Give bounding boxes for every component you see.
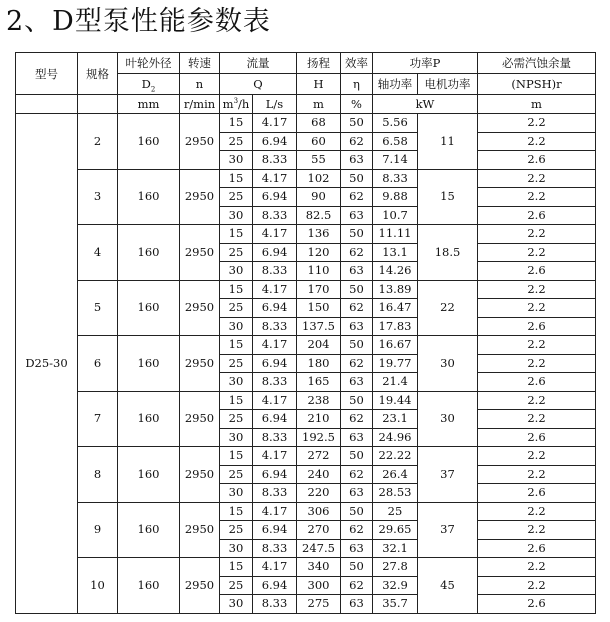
table-row <box>16 225 596 244</box>
motor-power-cell: 11 <box>418 114 478 170</box>
eff-cell: 63 <box>341 484 373 503</box>
flow-ls-cell: 8.33 <box>253 206 297 225</box>
spec-cell: 6 <box>78 336 118 392</box>
head-cell: 275 <box>297 595 341 614</box>
flow-ls-cell: 4.17 <box>253 391 297 410</box>
shaft-power-cell: 11.11 <box>373 225 418 244</box>
shaft-power-cell: 7.14 <box>373 151 418 170</box>
flow-m3h-cell: 15 <box>220 391 253 410</box>
impeller-cell: 160 <box>118 336 180 392</box>
flow-ls-cell: 6.94 <box>253 521 297 540</box>
speed-cell: 2950 <box>180 225 220 281</box>
flow-ls-cell: 4.17 <box>253 114 297 133</box>
shaft-power-cell: 24.96 <box>373 428 418 447</box>
flow-ls-cell: 4.17 <box>253 447 297 466</box>
header-head: 扬程 <box>297 53 341 74</box>
motor-power-cell: 22 <box>418 280 478 336</box>
flow-m3h-cell: 25 <box>220 243 253 262</box>
head-cell: 102 <box>297 169 341 188</box>
shaft-power-cell: 23.1 <box>373 410 418 429</box>
head-cell: 82.5 <box>297 206 341 225</box>
eff-cell: 62 <box>341 243 373 262</box>
flow-ls-cell: 8.33 <box>253 484 297 503</box>
unit-head: m <box>297 95 341 114</box>
shaft-power-cell: 35.7 <box>373 595 418 614</box>
head-cell: 180 <box>297 354 341 373</box>
flow-m3h-cell: 30 <box>220 206 253 225</box>
head-cell: 272 <box>297 447 341 466</box>
eff-cell: 63 <box>341 428 373 447</box>
shaft-power-cell: 14.26 <box>373 262 418 281</box>
eff-cell: 63 <box>341 206 373 225</box>
flow-m3h-cell: 30 <box>220 484 253 503</box>
flow-ls-cell: 6.94 <box>253 132 297 151</box>
head-cell: 150 <box>297 299 341 318</box>
head-cell: 120 <box>297 243 341 262</box>
motor-power-cell: 18.5 <box>418 225 478 281</box>
head-cell: 170 <box>297 280 341 299</box>
unit-m: m <box>222 97 234 111</box>
header-flow: 流量 <box>220 53 297 74</box>
unit-power: kW <box>373 95 478 114</box>
header-eff-symbol: η <box>341 74 373 95</box>
eff-cell: 62 <box>341 188 373 207</box>
flow-ls-cell: 6.94 <box>253 576 297 595</box>
table-row <box>16 169 596 188</box>
npsh-cell: 2.6 <box>478 151 596 170</box>
unit-speed: r/min <box>180 95 220 114</box>
head-cell: 60 <box>297 132 341 151</box>
shaft-power-cell: 5.56 <box>373 114 418 133</box>
npsh-cell: 2.2 <box>478 188 596 207</box>
flow-ls-cell: 6.94 <box>253 243 297 262</box>
motor-power-cell: 37 <box>418 447 478 503</box>
head-cell: 68 <box>297 114 341 133</box>
flow-ls-cell: 6.94 <box>253 410 297 429</box>
flow-ls-cell: 6.94 <box>253 354 297 373</box>
npsh-cell: 2.2 <box>478 243 596 262</box>
flow-m3h-cell: 25 <box>220 576 253 595</box>
flow-m3h-cell: 15 <box>220 114 253 133</box>
spec-cell: 2 <box>78 114 118 170</box>
head-cell: 270 <box>297 521 341 540</box>
unit-npsh: m <box>478 95 596 114</box>
head-cell: 238 <box>297 391 341 410</box>
motor-power-cell: 45 <box>418 558 478 614</box>
flow-ls-cell: 8.33 <box>253 373 297 392</box>
eff-cell: 63 <box>341 373 373 392</box>
eff-cell: 62 <box>341 521 373 540</box>
eff-cell: 50 <box>341 502 373 521</box>
flow-m3h-cell: 30 <box>220 317 253 336</box>
spec-cell: 3 <box>78 169 118 225</box>
performance-table <box>15 52 596 614</box>
header-spec: 规格 <box>78 53 118 95</box>
head-cell: 55 <box>297 151 341 170</box>
header-row-1 <box>16 53 596 74</box>
eff-cell: 50 <box>341 558 373 577</box>
spec-cell: 4 <box>78 225 118 281</box>
shaft-power-cell: 25 <box>373 502 418 521</box>
motor-power-cell: 15 <box>418 169 478 225</box>
npsh-cell: 2.2 <box>478 354 596 373</box>
eff-cell: 62 <box>341 576 373 595</box>
npsh-cell: 2.2 <box>478 225 596 244</box>
flow-ls-cell: 4.17 <box>253 225 297 244</box>
impeller-cell: 160 <box>118 225 180 281</box>
unit-flow-ls: L/s <box>253 95 297 114</box>
flow-ls-cell: 4.17 <box>253 169 297 188</box>
head-cell: 220 <box>297 484 341 503</box>
impeller-cell: 160 <box>118 391 180 447</box>
unit-per-hour: /h <box>238 97 250 111</box>
flow-m3h-cell: 15 <box>220 169 253 188</box>
shaft-power-cell: 13.1 <box>373 243 418 262</box>
shaft-power-cell: 19.77 <box>373 354 418 373</box>
flow-m3h-cell: 15 <box>220 225 253 244</box>
table-row <box>16 391 596 410</box>
npsh-cell: 2.2 <box>478 132 596 151</box>
motor-power-cell: 30 <box>418 336 478 392</box>
header-flow-symbol: Q <box>220 74 297 95</box>
motor-power-cell: 30 <box>418 391 478 447</box>
motor-power-cell: 37 <box>418 502 478 558</box>
impeller-cell: 160 <box>118 169 180 225</box>
flow-m3h-cell: 30 <box>220 595 253 614</box>
flow-ls-cell: 8.33 <box>253 595 297 614</box>
npsh-cell: 2.2 <box>478 280 596 299</box>
speed-cell: 2950 <box>180 114 220 170</box>
shaft-power-cell: 32.1 <box>373 539 418 558</box>
page-title: 2、D型泵性能参数表 <box>6 6 271 37</box>
eff-cell: 50 <box>341 169 373 188</box>
npsh-cell: 2.6 <box>478 373 596 392</box>
eff-cell: 50 <box>341 225 373 244</box>
speed-cell: 2950 <box>180 447 220 503</box>
flow-m3h-cell: 25 <box>220 521 253 540</box>
flow-ls-cell: 4.17 <box>253 558 297 577</box>
npsh-cell: 2.2 <box>478 169 596 188</box>
shaft-power-cell: 29.65 <box>373 521 418 540</box>
speed-cell: 2950 <box>180 280 220 336</box>
flow-m3h-cell: 15 <box>220 447 253 466</box>
flow-ls-cell: 8.33 <box>253 151 297 170</box>
speed-cell: 2950 <box>180 169 220 225</box>
spec-cell: 7 <box>78 391 118 447</box>
header-shaft-power: 轴功率 <box>373 74 418 95</box>
eff-cell: 50 <box>341 114 373 133</box>
flow-ls-cell: 8.33 <box>253 428 297 447</box>
impeller-cell: 160 <box>118 114 180 170</box>
shaft-power-cell: 9.88 <box>373 188 418 207</box>
flow-m3h-cell: 15 <box>220 558 253 577</box>
head-cell: 306 <box>297 502 341 521</box>
flow-ls-cell: 4.17 <box>253 336 297 355</box>
eff-cell: 63 <box>341 151 373 170</box>
spec-cell: 9 <box>78 502 118 558</box>
impeller-symbol: D <box>141 77 151 91</box>
eff-cell: 63 <box>341 262 373 281</box>
flow-m3h-cell: 25 <box>220 410 253 429</box>
shaft-power-cell: 32.9 <box>373 576 418 595</box>
npsh-cell: 2.2 <box>478 576 596 595</box>
npsh-cell: 2.2 <box>478 114 596 133</box>
shaft-power-cell: 22.22 <box>373 447 418 466</box>
unit-impeller: mm <box>118 95 180 114</box>
unit-eff: % <box>341 95 373 114</box>
flow-m3h-cell: 30 <box>220 373 253 392</box>
flow-ls-cell: 4.17 <box>253 502 297 521</box>
header-eff: 效率 <box>341 53 373 74</box>
npsh-cell: 2.2 <box>478 410 596 429</box>
flow-m3h-cell: 25 <box>220 132 253 151</box>
head-cell: 192.5 <box>297 428 341 447</box>
shaft-power-cell: 17.83 <box>373 317 418 336</box>
header-head-symbol: H <box>297 74 341 95</box>
head-cell: 204 <box>297 336 341 355</box>
eff-cell: 50 <box>341 280 373 299</box>
npsh-cell: 2.2 <box>478 447 596 466</box>
flow-m3h-cell: 15 <box>220 502 253 521</box>
spec-cell: 10 <box>78 558 118 614</box>
header-model: 型号 <box>16 53 78 95</box>
eff-cell: 62 <box>341 465 373 484</box>
eff-cell: 63 <box>341 595 373 614</box>
head-cell: 300 <box>297 576 341 595</box>
shaft-power-cell: 6.58 <box>373 132 418 151</box>
impeller-cell: 160 <box>118 558 180 614</box>
npsh-cell: 2.6 <box>478 595 596 614</box>
flow-ls-cell: 6.94 <box>253 465 297 484</box>
shaft-power-cell: 19.44 <box>373 391 418 410</box>
table-row <box>16 114 596 133</box>
header-power: 功率P <box>373 53 478 74</box>
npsh-cell: 2.2 <box>478 521 596 540</box>
table-row <box>16 280 596 299</box>
head-cell: 210 <box>297 410 341 429</box>
spec-cell: 8 <box>78 447 118 503</box>
impeller-cell: 160 <box>118 502 180 558</box>
flow-m3h-cell: 30 <box>220 262 253 281</box>
shaft-power-cell: 21.4 <box>373 373 418 392</box>
shaft-power-cell: 8.33 <box>373 169 418 188</box>
table-row <box>16 447 596 466</box>
speed-cell: 2950 <box>180 502 220 558</box>
flow-ls-cell: 4.17 <box>253 280 297 299</box>
flow-ls-cell: 6.94 <box>253 188 297 207</box>
shaft-power-cell: 28.53 <box>373 484 418 503</box>
header-npsh: 必需汽蚀余量 <box>478 53 596 74</box>
head-cell: 247.5 <box>297 539 341 558</box>
header-speed: 转速 <box>180 53 220 74</box>
header-motor-power: 电机功率 <box>418 74 478 95</box>
head-cell: 136 <box>297 225 341 244</box>
head-cell: 90 <box>297 188 341 207</box>
impeller-subscript: 2 <box>150 85 156 94</box>
head-cell: 340 <box>297 558 341 577</box>
flow-ls-cell: 8.33 <box>253 317 297 336</box>
table-row <box>16 502 596 521</box>
model-cell: D25-30 <box>16 114 78 614</box>
npsh-cell: 2.6 <box>478 262 596 281</box>
shaft-power-cell: 27.8 <box>373 558 418 577</box>
shaft-power-cell: 16.67 <box>373 336 418 355</box>
npsh-cell: 2.6 <box>478 317 596 336</box>
impeller-cell: 160 <box>118 447 180 503</box>
head-cell: 240 <box>297 465 341 484</box>
shaft-power-cell: 13.89 <box>373 280 418 299</box>
npsh-cell: 2.2 <box>478 558 596 577</box>
table-row <box>16 558 596 577</box>
flow-m3h-cell: 25 <box>220 299 253 318</box>
npsh-cell: 2.6 <box>478 484 596 503</box>
flow-m3h-cell: 25 <box>220 465 253 484</box>
flow-m3h-cell: 30 <box>220 539 253 558</box>
flow-ls-cell: 8.33 <box>253 539 297 558</box>
shaft-power-cell: 26.4 <box>373 465 418 484</box>
eff-cell: 62 <box>341 132 373 151</box>
flow-m3h-cell: 25 <box>220 354 253 373</box>
spec-cell: 5 <box>78 280 118 336</box>
eff-cell: 62 <box>341 410 373 429</box>
npsh-cell: 2.6 <box>478 539 596 558</box>
head-cell: 137.5 <box>297 317 341 336</box>
speed-cell: 2950 <box>180 391 220 447</box>
eff-cell: 62 <box>341 354 373 373</box>
header-impeller-symbol <box>118 74 180 95</box>
npsh-cell: 2.2 <box>478 299 596 318</box>
eff-cell: 50 <box>341 447 373 466</box>
eff-cell: 50 <box>341 336 373 355</box>
flow-m3h-cell: 30 <box>220 151 253 170</box>
impeller-cell: 160 <box>118 280 180 336</box>
npsh-cell: 2.2 <box>478 336 596 355</box>
shaft-power-cell: 10.7 <box>373 206 418 225</box>
eff-cell: 62 <box>341 299 373 318</box>
flow-m3h-cell: 25 <box>220 188 253 207</box>
npsh-cell: 2.2 <box>478 465 596 484</box>
speed-cell: 2950 <box>180 558 220 614</box>
npsh-cell: 2.6 <box>478 206 596 225</box>
flow-m3h-cell: 15 <box>220 280 253 299</box>
eff-cell: 63 <box>341 539 373 558</box>
flow-m3h-cell: 30 <box>220 428 253 447</box>
eff-cell: 63 <box>341 317 373 336</box>
head-cell: 110 <box>297 262 341 281</box>
table-row <box>16 336 596 355</box>
flow-ls-cell: 6.94 <box>253 299 297 318</box>
units-blank-model <box>16 95 78 114</box>
flow-ls-cell: 8.33 <box>253 262 297 281</box>
unit-flow-m3h <box>220 95 253 114</box>
units-blank-spec <box>78 95 118 114</box>
head-cell: 165 <box>297 373 341 392</box>
speed-cell: 2950 <box>180 336 220 392</box>
shaft-power-cell: 16.47 <box>373 299 418 318</box>
header-npsh-symbol: (NPSH)r <box>478 74 596 95</box>
header-impeller: 叶轮外径 <box>118 53 180 74</box>
header-speed-symbol: n <box>180 74 220 95</box>
npsh-cell: 2.2 <box>478 502 596 521</box>
npsh-cell: 2.6 <box>478 428 596 447</box>
flow-m3h-cell: 15 <box>220 336 253 355</box>
eff-cell: 50 <box>341 391 373 410</box>
units-row <box>16 95 596 114</box>
unit-cube: 3 <box>233 97 239 106</box>
npsh-cell: 2.2 <box>478 391 596 410</box>
